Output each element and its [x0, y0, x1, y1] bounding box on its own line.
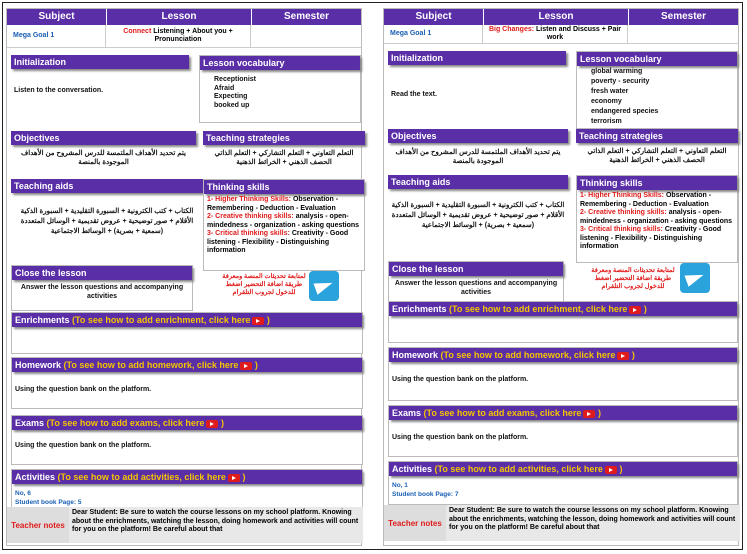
youtube-icon[interactable]: [605, 466, 617, 474]
teacher-notes-text: Dear Student: Be sure to watch the course lessons on my school platform. Knowing about the enrichments, watching the lesson, doing homework and activities will count for you on the platform! Be careful about that: [446, 505, 740, 541]
enrichments-title: Enrichments (To see how to add enrichment, click here ): [12, 313, 362, 327]
lesson-title: Listening + About you + Pronunciation: [153, 28, 233, 43]
header-row: [384, 9, 738, 25]
subject-header: Subject: [7, 9, 107, 25]
initialization-text: Read the text.: [391, 91, 437, 98]
subject-header: Subject: [384, 9, 484, 25]
enrichments-help-link[interactable]: (To see how to add enrichment, click here: [449, 304, 628, 314]
skill-1-text: Observation - Remembering - Deduction - Evaluation: [207, 196, 339, 212]
teaching-aids-title: Teaching aids: [11, 179, 203, 193]
close-lesson-section: [388, 261, 564, 303]
lesson-header: Lesson: [484, 9, 629, 25]
enrichments-section: [11, 312, 363, 354]
initialization-title: Initialization: [388, 51, 566, 65]
exams-title: Exams (To see how to add exams, click here ): [389, 406, 737, 420]
thinking-skills-section: [203, 179, 365, 271]
lesson-prefix: Connect: [123, 28, 152, 35]
exams-section: [11, 415, 363, 465]
exams-section: [388, 405, 738, 457]
skill-3-text: Creativity - Good listening - Flexibility - Distinguishing information: [207, 230, 349, 254]
subject-value: Mega Goal 1: [7, 25, 106, 47]
homework-text: Using the question bank on the platform.: [392, 376, 529, 383]
enrichments-section: [388, 301, 738, 343]
objectives-title: Objectives: [388, 129, 568, 143]
activity-number: No, 1: [392, 482, 408, 489]
objectives-title: Objectives: [11, 131, 196, 145]
vocab-item: economy: [591, 98, 622, 105]
vocab-item: fresh water: [591, 88, 629, 95]
thinking-skills-title: Thinking skills: [204, 180, 364, 194]
objectives-text: يتم تحديد الأهداف الملتمسة للدرس المشروح من الأهداف الموجودة بالمنصة: [21, 150, 186, 166]
teaching-aids-section: [11, 179, 203, 267]
skill-3-label: 3- Critical thinking skills:: [207, 230, 290, 237]
thinking-skills-section: [576, 175, 738, 263]
enrichments-title: Enrichments (To see how to add enrichment, click here ): [389, 302, 737, 316]
thinking-skills-list: [204, 194, 364, 256]
teaching-aids-title: Teaching aids: [388, 175, 568, 189]
initialization-section: [388, 51, 566, 121]
semester-value: [628, 25, 737, 43]
teacher-notes-row: [7, 507, 363, 543]
vocab-item: Receptionist: [214, 76, 257, 83]
telegram-promo-text[interactable]: لمتابعة تحديثات المنصة ومعرفة طريقة اضافة التحضير اضغط للدخول لجروب التلقرام: [222, 273, 306, 296]
initialization-section: [11, 55, 189, 121]
vocab-item: Afraid: [214, 84, 235, 92]
telegram-promo-text[interactable]: لمتابعة تحديثات المنصة ومعرفة طريقة اضافة التحضير اضغط للدخول لجروب التلقرام: [591, 267, 675, 290]
teacher-notes-label: Teacher notes: [11, 520, 65, 530]
activity-details: [12, 484, 362, 507]
activities-help-link[interactable]: (To see how to add activities, click here: [57, 472, 226, 482]
vocab-item: global warming: [591, 68, 643, 75]
lesson-header: Lesson: [107, 9, 252, 25]
vocab-item: endangered species: [591, 108, 659, 115]
activity-details: [389, 476, 737, 499]
vocabulary-list: [200, 70, 360, 110]
strategies-title: Teaching strategies: [203, 131, 365, 145]
strategies-text: التعلم التعاوني + التعلم التشاركي + التعلم الذاتي الحصف الذهني + الخرائط الذهنية: [587, 148, 727, 164]
header-values-row: [384, 25, 738, 44]
skill-3-text: Creativity - Good listening - Flexibility - Distinguishing information: [580, 226, 722, 250]
homework-title: Homework (To see how to add homework, click here ): [12, 358, 362, 372]
vocabulary-section: [199, 55, 361, 123]
vocab-item: terrorism: [591, 118, 622, 125]
skill-1-label: 1- Higher Thinking Skills:: [580, 192, 665, 199]
lesson-prefix: Big Changes:: [488, 26, 535, 33]
vocab-item: poverty - security: [591, 78, 650, 85]
exams-help-link[interactable]: (To see how to add exams, click here: [46, 418, 205, 428]
vocabulary-section: [576, 51, 738, 129]
close-lesson-text: Answer the lesson questions and accompanying activities: [394, 280, 558, 296]
homework-help-link[interactable]: (To see how to add homework, click here: [440, 350, 616, 360]
youtube-icon[interactable]: [629, 306, 641, 314]
exams-help-link[interactable]: (To see how to add exams, click here: [423, 408, 582, 418]
objectives-section: [388, 129, 568, 171]
lesson-plan-page-2: [383, 8, 739, 546]
skill-1-label: 1- Higher Thinking Skills:: [207, 196, 292, 203]
vocabulary-list: [577, 66, 737, 127]
activities-section: [388, 461, 738, 505]
activity-page: Student book Page: 7: [392, 490, 459, 498]
strategies-title: Teaching strategies: [576, 129, 738, 143]
activities-title: Activities (To see how to add activities, click here ): [12, 470, 362, 484]
initialization-title: Initialization: [11, 55, 189, 69]
enrichments-help-link[interactable]: (To see how to add enrichment, click here: [72, 315, 251, 325]
activities-title: Activities (To see how to add activities, click here ): [389, 462, 737, 476]
vocab-item: booked up: [214, 101, 250, 109]
exams-title: Exams (To see how to add exams, click here ): [12, 416, 362, 430]
header-row: [7, 9, 361, 25]
initialization-text: Listen to the conversation.: [14, 87, 104, 94]
teacher-notes-text: Dear Student: Be sure to watch the course lessons on my school platform. Knowing about the enrichments, watching the lesson, doing homework and activities will count for you on the platform! Be careful about that: [69, 507, 363, 543]
activity-page: Student book Page: 5: [15, 498, 82, 506]
close-lesson-section: [11, 265, 193, 311]
homework-section: [11, 357, 363, 409]
activity-number: No, 6: [15, 490, 31, 497]
youtube-icon[interactable]: [583, 410, 595, 418]
close-lesson-title: Close the lesson: [389, 262, 563, 276]
exams-text: Using the question bank on the platform.: [392, 434, 529, 441]
thinking-skills-title: Thinking skills: [577, 176, 737, 190]
lesson-plan-page-1: [6, 8, 362, 546]
vocab-item: Expecting: [214, 93, 248, 100]
activities-section: [11, 469, 363, 509]
semester-value: [251, 25, 360, 47]
skill-2-text: analysis - open-mindedness - organization - asking questions: [207, 213, 360, 229]
close-lesson-text: Answer the lesson questions and accompanying activities: [20, 284, 184, 300]
teaching-aids-section: [388, 175, 568, 255]
thinking-skills-list: [577, 190, 737, 252]
skill-2-label: 2- Creative thinking skills:: [207, 213, 294, 220]
homework-help-link[interactable]: (To see how to add homework, click here: [63, 360, 239, 370]
objectives-section: [11, 131, 196, 171]
youtube-icon[interactable]: [206, 420, 218, 428]
teaching-aids-text: الكتاب + كتب الكترونية + السبورة التقليدية + السبورة الذكية الأقلام + صور توضيحية + عروض تقديمية + الوسائل المتعددة (سمعية + بصرية) + الوسائط الاجتماعية: [391, 202, 565, 229]
lesson-value: [483, 25, 628, 43]
teaching-aids-text: الكتاب + كتب الكترونية + السبورة التقليدية + السبورة الذكية الأقلام + صور توضيحية + عروض تقديمية + الوسائل المتعددة (سمعية + بصرية) + الوسائط الاجتماعية: [20, 208, 194, 235]
objectives-text: يتم تحديد الأهداف الملتمسة للدرس المشروح من الأهداف الموجودة بالمنصة: [395, 149, 561, 165]
telegram-icon[interactable]: [680, 263, 710, 293]
vocabulary-title: Lesson vocabulary: [200, 56, 360, 70]
lesson-value: [106, 25, 251, 47]
telegram-icon[interactable]: [309, 271, 339, 301]
homework-section: [388, 347, 738, 401]
exams-text: Using the question bank on the platform.: [15, 442, 152, 449]
activities-help-link[interactable]: (To see how to add activities, click here: [434, 464, 603, 474]
skill-2-text: analysis - open-mindedness - organization - asking questions: [580, 209, 733, 225]
vocabulary-title: Lesson vocabulary: [577, 52, 737, 66]
strategies-section: [576, 129, 738, 173]
skill-2-label: 2- Creative thinking skills:: [580, 209, 667, 216]
teacher-notes-row: [384, 505, 740, 541]
homework-text: Using the question bank on the platform.: [15, 386, 152, 393]
semester-header: Semester: [252, 9, 361, 25]
header-values-row: [7, 25, 361, 48]
strategies-section: [203, 131, 365, 177]
youtube-icon[interactable]: [617, 352, 629, 360]
skill-1-text: Observation - Remembering - Deduction - Evaluation: [580, 192, 712, 208]
youtube-icon[interactable]: [228, 474, 240, 482]
homework-title: Homework (To see how to add homework, click here ): [389, 348, 737, 362]
skill-3-label: 3- Critical thinking skills:: [580, 226, 663, 233]
close-lesson-title: Close the lesson: [12, 266, 192, 280]
strategies-text: التعلم التعاوني + التعلم التشاركي + التعلم الذاتي الحصف الذهني + الخرائط الذهنية: [214, 150, 354, 166]
youtube-icon[interactable]: [240, 362, 252, 370]
youtube-icon[interactable]: [252, 317, 264, 325]
teacher-notes-label: Teacher notes: [388, 518, 442, 528]
lesson-title: Listen and Discuss + Pair work: [536, 26, 622, 41]
semester-header: Semester: [629, 9, 738, 25]
subject-value: Mega Goal 1: [384, 25, 483, 43]
